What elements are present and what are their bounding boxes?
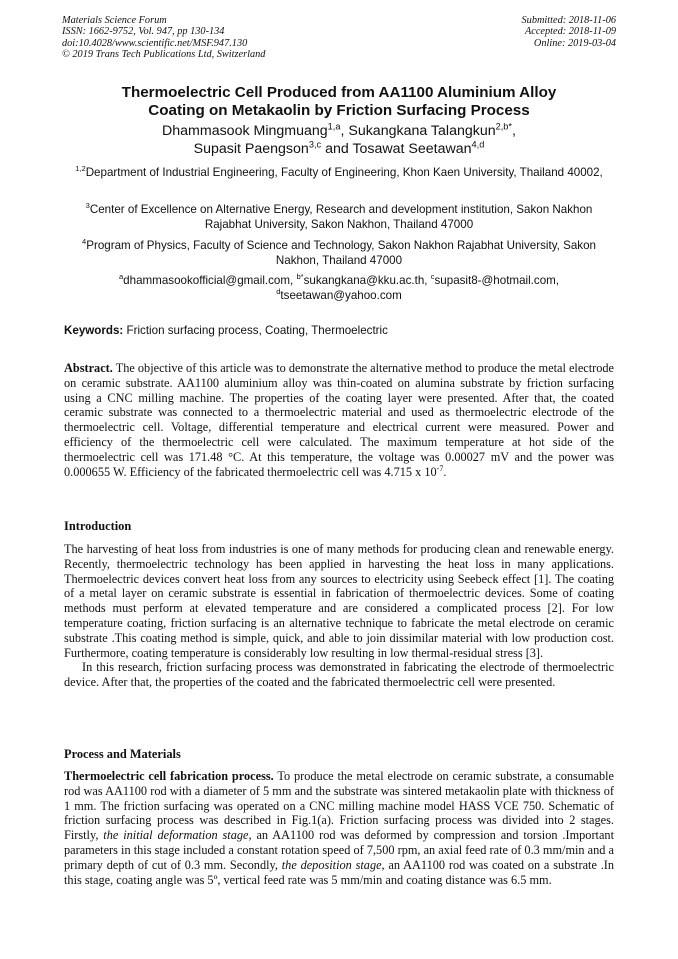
copyright-line: © 2019 Trans Tech Publications Ltd, Switzerland (62, 48, 266, 60)
author-name: Tosawat Seetawan (352, 141, 472, 157)
email-link[interactable]: dhammasookofficial@gmail.com, (123, 274, 297, 287)
journal-header (62, 15, 265, 60)
email-list: $^a$dhammasookofficial@gmail.com, $^{b*}$sukangkana@kku.ac.th, $^c$supasit8-@hotmail.com, $^d$tseetawan@yahoo.com (118, 272, 560, 302)
section-heading-process: Process and Materials (64, 747, 181, 761)
submitted-date: Submitted: 2018-11-06 (521, 15, 616, 26)
author-list: Dhammasook Mingmuang$^{1,a}$, Sukangkana Talangkun$^{2,b*}$, Supasit Paengson$^{3,c}$ and Tosawat Seetawan$^{4,d}$ (162, 121, 516, 157)
keywords-label: Keywords: (64, 324, 124, 337)
section-heading-introduction: Introduction (64, 519, 132, 533)
keywords: Keywords: Friction surfacing process, Coating, Thermoelectric (64, 324, 388, 337)
paragraph: The harvesting of heat loss from industries is one of many methods for producing clean and renewable energy. Recently, thermoelectric technology has been applied in harvesting the heat loss in many applications. Thermoelectric devices convert heat loss from any sources to electricity using Seebeck effect [1]. The coating of a metal layer on ceramic substrate is essential in fabrication of thermoelectric devices. Some of coating methods must perform at elevated temperature and are considered a complicated process [2]. For low temperature coating, friction surfacing is an alternative technique to fabricate the metal electrode on ceramic substrate .This coating method is simple, quick, and able to join dissimilar material with low production cost. Furthermore, coating temperature is considerably low resulting in low thermal-residual stress [3]. (64, 542, 614, 660)
subsection-label: Thermoelectric cell fabrication process. (64, 769, 274, 783)
paper-title: Thermoelectric Cell Produced from AA1100 Aluminium Alloy Coating on Metakaolin by Friction Surfacing Process (121, 84, 557, 119)
paragraph: In this research, friction surfacing process was demonstrated in fabricating the electrode of thermoelectric device. After that, the properties of the coated and the fabricated thermoelectric cell were presented. (64, 660, 614, 690)
dates-header (522, 15, 616, 49)
accepted-date: Accepted: 2018-11-09 (524, 26, 616, 38)
process-body: Thermoelectric cell fabrication process. To produce the metal electrode on ceramic substrate, a consumable rod was AA1100 rod with a diameter of 5 mm and the substrate was sintered metakaolin plate with thickness of 1 mm. The friction surfacing was operated on a CNC milling machine model HASS VCE 750. Schematic of friction surfacing process was described in Fig.1(a). Friction surfacing process was divided into 2 stages. Firstly, the initial deformation stage, an AA1100 rod was deformed by compression and torsion .Important parameters in this stage included a constant rotation speed of 7,500 rpm, an axial feed rate of 0.3 mm/min and a primary depth of cut of 0.3 mm. Secondly, the deposition stage, an AA1100 rod was coated on a substrate .In this stage, coating angle was 5º, vertical feed rate was 5 mm/min and coating distance was 6.5 mm. (64, 769, 615, 887)
affiliation: $^4$Program of Physics, Faculty of Science and Technology, Sakon Nakhon Rajabhat University, Sakon Nakhon, Thailand 47000 (82, 237, 596, 267)
abstract-label: Abstract. (64, 361, 113, 375)
author-name: Dhammasook Mingmuang (162, 123, 328, 139)
affiliation: $^3$Center of Excellence on Alternative Energy, Research and development institution, Sakon Nakhon Rajabhat University, Sakon Nakhon, Thailand 47000 (85, 201, 593, 231)
email-link[interactable]: tseetawan@yahoo.com (280, 288, 402, 302)
issn-line: ISSN: 1662-9752, Vol. 947, pp 130-134 (62, 26, 225, 38)
affiliation: $^{1,2}$Department of Industrial Engineering, Faculty of Engineering, Khon Kaen University, Thailand 40002, (75, 164, 603, 179)
email-link[interactable]: sukangkana@kku.ac.th, (303, 274, 431, 287)
journal-name: Materials Science Forum (62, 15, 167, 26)
author-name: Sukangkana Talangkun (348, 123, 496, 139)
abstract: Abstract. The objective of this article was to demonstrate the alternative method to produce the metal electrode on ceramic substrate. AA1100 aluminium alloy was thin-coated on alumina substrate by friction surfacing using a CNC milling machine. The properties of the coating layer were presented. After that, the coated ceramic substrate was connected to a thermoelectric material and used as thermoelectric electrode of the thermoelectric cell. Voltage, differential temperature and electrical current were measured. Power and efficiency of the thermoelectric cell were calculated. The maximum temperature at hot side of the thermoelectric cell was 171.48 °C. At this temperature, the voltage was 0.00027 mV and the power was 0.000655 W. Efficiency of the fabricated thermoelectric cell was 4.715 x $10^{-7}$. (64, 361, 614, 479)
doi-line: doi:10.4028/www.scientific.net/MSF.947.130 (62, 37, 248, 49)
author-name: Supasit Paengson (193, 141, 309, 157)
online-date: Online: 2019-03-04 (533, 37, 616, 49)
introduction-body (64, 542, 614, 690)
email-link[interactable]: supasit8-@hotmail.com, (434, 274, 560, 287)
